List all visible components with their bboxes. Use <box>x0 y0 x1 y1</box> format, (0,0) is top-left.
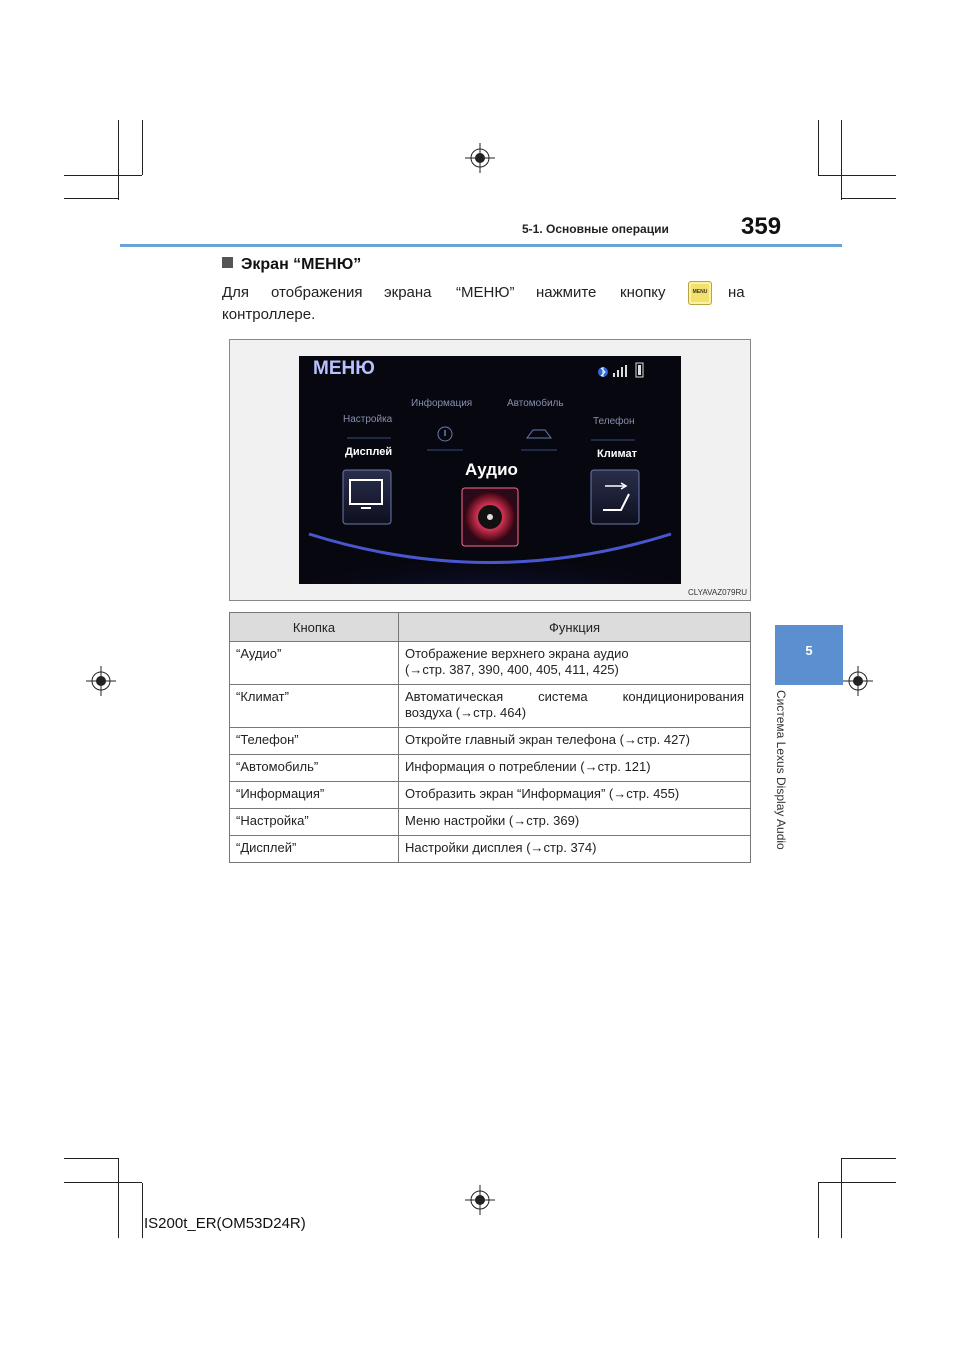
body-paragraph-line2: контроллере. <box>222 306 316 323</box>
crop-mark <box>118 1158 119 1238</box>
chapter-tab <box>775 625 843 685</box>
table-row <box>230 685 751 728</box>
menu-screen <box>299 356 681 584</box>
function-line: Автоматическая система кондиционирования <box>405 689 744 704</box>
registration-mark-icon <box>465 1185 495 1215</box>
menu-item-audio[interactable]: Аудио <box>465 460 518 479</box>
table-header-row <box>230 613 751 642</box>
chapter-caption-text: Система Lexus Display Audio <box>774 690 788 850</box>
crop-mark <box>64 1182 142 1183</box>
chapter-number: 5 <box>805 643 813 658</box>
table-row <box>230 782 751 809</box>
body-word: “МЕНЮ” <box>456 284 515 301</box>
table-cell-button: “Настройка” <box>230 809 399 836</box>
table-row <box>230 809 751 836</box>
menu-item-phone[interactable]: Телефон <box>593 416 635 427</box>
menu-button-icon <box>688 281 712 305</box>
table-cell-function: Настройки дисплея (→стр. 374) <box>399 836 751 863</box>
header-rule <box>120 244 842 247</box>
table-row <box>230 728 751 755</box>
function-line: (→стр. 387, 390, 400, 405, 411, 425) <box>405 662 619 677</box>
crop-mark <box>818 120 819 175</box>
crop-mark <box>818 1183 819 1238</box>
section-heading <box>222 256 361 274</box>
function-line: воздуха (→стр. 464) <box>405 705 527 720</box>
table-cell-button: “Дисплей” <box>230 836 399 863</box>
crop-mark <box>64 175 142 176</box>
table-row <box>230 836 751 863</box>
table-cell-button: “Аудио” <box>230 642 399 685</box>
table-cell-function: Отобразить экран “Информация” (→стр. 455) <box>399 782 751 809</box>
crop-mark <box>64 1158 119 1159</box>
crop-mark <box>841 120 842 200</box>
menu-key-label: MENU <box>692 289 708 295</box>
menu-screen-figure <box>229 339 751 601</box>
crop-mark <box>841 198 896 199</box>
table-cell-function: Откройте главный экран телефона (→стр. 427) <box>399 728 751 755</box>
registration-mark-icon <box>843 666 873 696</box>
body-word: Для <box>222 284 250 301</box>
registration-mark-icon <box>86 666 116 696</box>
table-cell-button: “Телефон” <box>230 728 399 755</box>
table-cell-function <box>399 642 751 685</box>
square-bullet-icon <box>222 257 233 268</box>
crop-mark <box>841 1158 842 1238</box>
table-cell-function: Информация о потреблении (→стр. 121) <box>399 755 751 782</box>
bluetooth-icon <box>598 367 608 377</box>
body-word: на <box>728 284 745 301</box>
table-row <box>230 755 751 782</box>
crop-mark <box>142 1183 143 1238</box>
chapter-caption <box>774 690 806 880</box>
disc-icon <box>478 505 502 529</box>
menu-item-display[interactable]: Дисплей <box>345 446 393 458</box>
body-word: нажмите <box>536 284 597 301</box>
function-line: Отображение верхнего экрана аудио <box>405 646 629 661</box>
crop-mark <box>64 198 119 199</box>
table-cell-function <box>399 685 751 728</box>
section-heading-text: Экран “МЕНЮ” <box>241 256 362 273</box>
crop-mark <box>818 1182 896 1183</box>
column-header: Кнопка <box>230 613 399 642</box>
table-cell-button: “Климат” <box>230 685 399 728</box>
table-cell-function: Меню настройки (→стр. 369) <box>399 809 751 836</box>
page-number: 359 <box>741 213 782 240</box>
crop-mark <box>841 1158 896 1159</box>
table-cell-button: “Автомобиль” <box>230 755 399 782</box>
menu-item-info[interactable]: Информация <box>411 398 473 409</box>
table-cell-button: “Информация” <box>230 782 399 809</box>
crop-mark <box>142 120 143 175</box>
menu-item-car[interactable]: Автомобиль <box>507 398 564 409</box>
menu-item-climate[interactable]: Климат <box>597 448 637 460</box>
crop-mark <box>818 175 896 176</box>
document-code: IS200t_ER(OM53D24R) <box>144 1215 306 1232</box>
body-word: кнопку <box>620 284 666 301</box>
body-word: экрана <box>384 284 432 301</box>
menu-item-settings[interactable]: Настройка <box>343 414 393 425</box>
crop-mark <box>118 120 119 200</box>
body-word: отображения <box>271 284 363 301</box>
table-row <box>230 642 751 685</box>
function-table <box>229 612 751 863</box>
column-header: Функция <box>399 613 751 642</box>
figure-id: CLYAVAZ079RU <box>688 588 747 597</box>
registration-mark-icon <box>465 143 495 173</box>
section-title: 5-1. Основные операции <box>522 222 669 236</box>
screen-title: МЕНЮ <box>313 358 375 379</box>
